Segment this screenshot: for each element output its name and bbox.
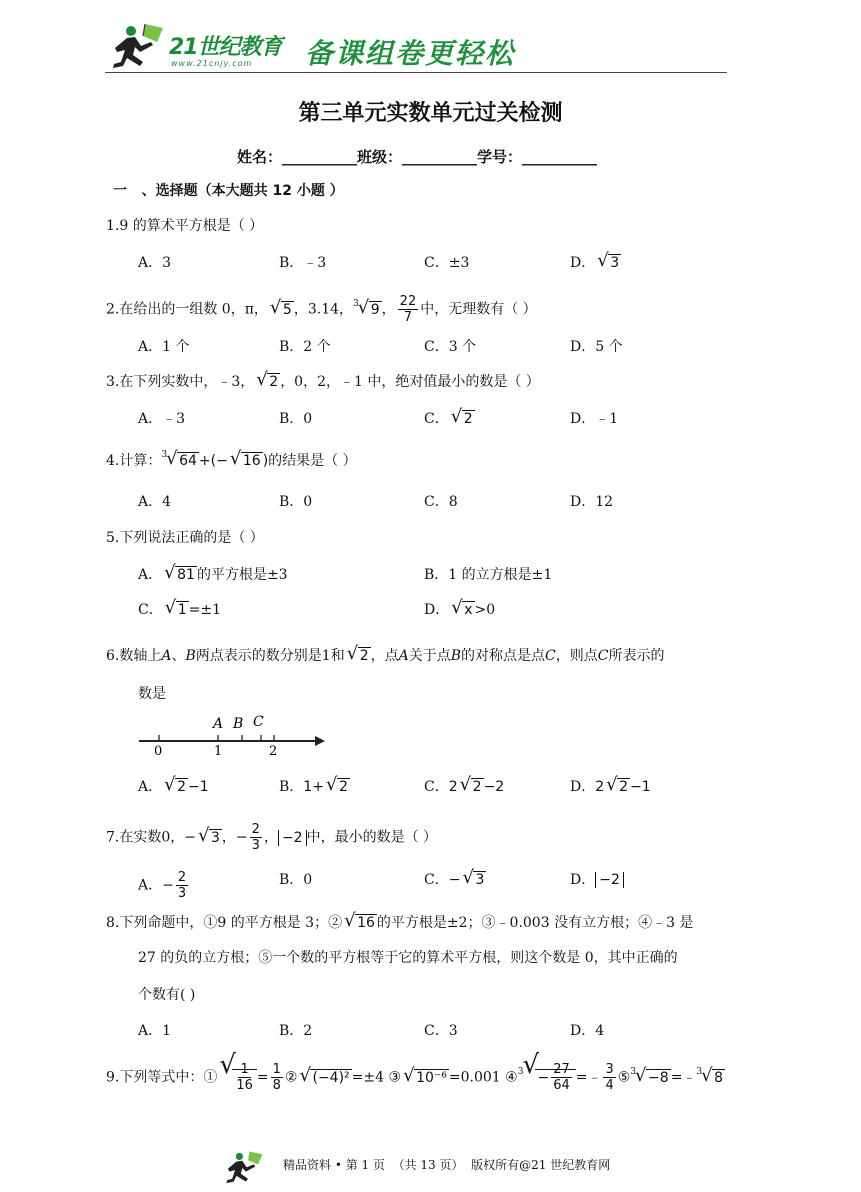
number-line-figure bbox=[137, 708, 327, 758]
numline-tick-2: 2 bbox=[269, 744, 278, 758]
page-footer bbox=[0, 1150, 861, 1190]
header-divider bbox=[105, 72, 727, 73]
q7-option-b: B．0 bbox=[279, 872, 313, 888]
q4-option-c: C．8 bbox=[424, 494, 458, 510]
q4-option-a: A．4 bbox=[138, 494, 172, 510]
page-header bbox=[105, 22, 727, 74]
question-7-stem: 7.在实数0，− √ 3 ，− $\frac{2}{3}$ ， −2 中，最小的数是（ ） bbox=[106, 822, 438, 853]
q6-option-a: A． √ 2 −1 bbox=[138, 774, 209, 795]
q6-option-b: B．1+ √ 2 bbox=[279, 774, 348, 795]
q3-option-a: A．﹣3 bbox=[138, 411, 186, 427]
q1-option-c: C．±3 bbox=[424, 255, 470, 271]
q4-option-d: D．12 bbox=[570, 494, 614, 510]
q2-option-d: D．5 个 bbox=[570, 339, 623, 355]
q1-option-a: A．3 bbox=[138, 255, 172, 271]
q4-option-b: B．0 bbox=[279, 494, 313, 510]
q2-option-a: A．1 个 bbox=[138, 339, 190, 355]
q7-option-d: D． −2 bbox=[570, 870, 624, 890]
q2-option-b: B．2 个 bbox=[279, 339, 331, 355]
q5-option-d: D． √ x >0 bbox=[424, 597, 496, 618]
q7-option-a: A．− $\frac{2}{3}$ bbox=[138, 870, 187, 901]
q5-option-a: A． √ 81 的平方根是±3 bbox=[138, 562, 288, 583]
q1-option-b: B．﹣3 bbox=[279, 255, 327, 271]
q8-option-c: C．3 bbox=[424, 1023, 458, 1039]
q8-option-b: B．2 bbox=[279, 1023, 313, 1039]
numline-tick-0: 0 bbox=[154, 744, 163, 758]
question-5-stem: 5.下列说法正确的是（ ） bbox=[106, 530, 264, 546]
brand-name: 21世纪教育 bbox=[169, 35, 282, 60]
brand-slogan: 备课组卷更轻松 bbox=[305, 37, 516, 70]
question-8-stem-line3: 个数有( ) bbox=[138, 987, 196, 1003]
footer-runner-logo-icon bbox=[218, 1150, 268, 1186]
q3-option-c: C． √ 2 bbox=[424, 406, 473, 427]
q5-option-b: B．1 的立方根是±1 bbox=[424, 567, 553, 583]
question-9-stem: 9.下列等式中：① √ $\frac{1}{16}$ = $\frac{1}{8}$ ② √ (−4)² =±4 ③ √ 10⁻⁶ =0.001 ④$^3$ √ − $\frac{27}{64}$ =﹣ $\frac{3}{4}$ ⑤$^3$ √ −8 =﹣$^3$ √ 8 bbox=[106, 1050, 724, 1093]
question-8-stem: 8.下列命题中，①9 的平方根是 3；② √ 16 的平方根是±2；③﹣0.003 没有立方根；④﹣3 是 bbox=[106, 910, 694, 931]
question-6-stem-line2: 数是 bbox=[138, 686, 166, 702]
numline-label-a: A bbox=[213, 716, 224, 732]
q1-option-d: D． √ 3 bbox=[570, 250, 620, 271]
question-1-stem: 1.9 的算术平方根是（ ） bbox=[106, 218, 264, 234]
student-info-line: 姓名：__________班级：__________学号：__________ bbox=[237, 148, 598, 166]
q3-option-d: D．﹣1 bbox=[570, 411, 619, 427]
numline-label-b: B bbox=[233, 716, 244, 732]
question-2-stem: 2.在给出的一组数 0，π， √ 5 ，3.14，$^3$ √ 9 ， $\frac{22}{7}$ 中，无理数有（ ） bbox=[106, 294, 537, 325]
section-heading: 一 、选择题（本大题共 12 小题 ） bbox=[113, 183, 344, 199]
question-4-stem: 4.计算：$^3$ √ 64 +(− √ 16 )的结果是（ ） bbox=[106, 448, 357, 469]
question-6-stem: 6.数轴上A、B两点表示的数分别是1和 √ 2 ，点A关于点B的对称点是点C，则点C所表示的 bbox=[106, 643, 665, 664]
question-3-stem: 3.在下列实数中，﹣3， √ 2 ，0，2，﹣1 中，绝对值最小的数是（ ） bbox=[106, 369, 540, 390]
q5-option-c: C． √ 1 =±1 bbox=[138, 597, 222, 618]
page-title: 第三单元实数单元过关检测 bbox=[298, 101, 563, 126]
numline-tick-1: 1 bbox=[214, 744, 223, 758]
question-8-stem-line2: 27 的负的立方根；⑤一个数的平方根等于它的算术平方根，则这个数是 0，其中正确的 bbox=[138, 950, 678, 966]
q7-option-c: C．− √ 3 bbox=[424, 867, 485, 888]
q6-option-c: C．2 √ 2 −2 bbox=[424, 774, 505, 795]
q2-option-c: C．3 个 bbox=[424, 339, 477, 355]
q8-option-a: A．1 bbox=[138, 1023, 172, 1039]
brand-url: www.21cnjy.com bbox=[171, 59, 253, 68]
runner-logo-icon bbox=[105, 22, 167, 72]
numline-label-c: C bbox=[253, 714, 264, 730]
q6-option-d: D．2 √ 2 −1 bbox=[570, 774, 651, 795]
q8-option-d: D．4 bbox=[570, 1023, 605, 1039]
q3-option-b: B．0 bbox=[279, 411, 313, 427]
footer-text: 精品资料 • 第 1 页 （共 13 页） 版权所有@21 世纪教育网 bbox=[283, 1158, 611, 1172]
